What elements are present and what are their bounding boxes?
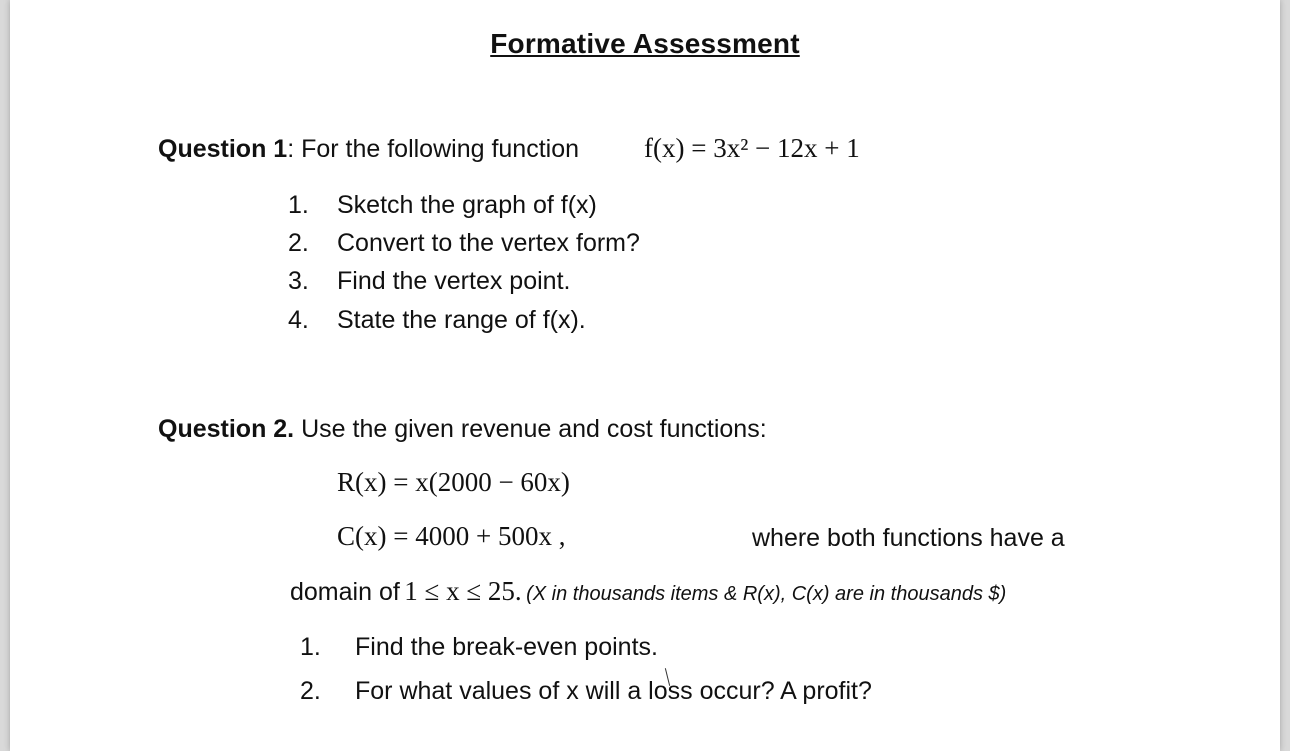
q1-item-number: 3.	[288, 267, 309, 295]
q2-item-text: Find the break-even points.	[355, 633, 658, 661]
question-1-label: Question 1	[158, 135, 288, 163]
cost-function: C(x) = 4000 + 500x ,	[337, 521, 566, 551]
document-title: Formative Assessment	[490, 28, 800, 59]
q2-item-number: 2.	[300, 677, 321, 705]
q1-item-text: Sketch the graph of f(x)	[337, 191, 597, 219]
q1-item-text: Convert to the vertex form?	[337, 229, 640, 257]
q1-item-text: State the range of f(x).	[337, 306, 586, 334]
document-page	[10, 0, 1280, 751]
question-2-intro: Use the given revenue and cost functions:	[301, 415, 767, 443]
q2-item-text: For what values of x will a loss occur? A profit?	[355, 677, 872, 705]
where-text: where both functions have a	[752, 524, 1065, 552]
domain-text: domain of	[290, 578, 400, 606]
question-1-intro: : For the following function	[287, 135, 580, 163]
question-2-line	[158, 415, 767, 444]
q2-item-number: 1.	[300, 633, 321, 661]
domain-math: 1 ≤ x ≤ 25.	[404, 576, 522, 606]
q1-item-number: 4.	[288, 306, 309, 334]
units-note: (X in thousands items & R(x), C(x) are in thousands $)	[526, 583, 1007, 605]
question-1-line	[158, 135, 579, 164]
q1-item-number: 1.	[288, 191, 309, 219]
q1-item-number: 2.	[288, 229, 309, 257]
question-1-function: f(x) = 3x² − 12x + 1	[644, 133, 860, 163]
q1-item-text: Find the vertex point.	[337, 267, 571, 295]
revenue-function: R(x) = x(2000 − 60x)	[337, 467, 570, 497]
domain-line	[290, 576, 1006, 607]
question-2-label: Question 2.	[158, 415, 295, 443]
